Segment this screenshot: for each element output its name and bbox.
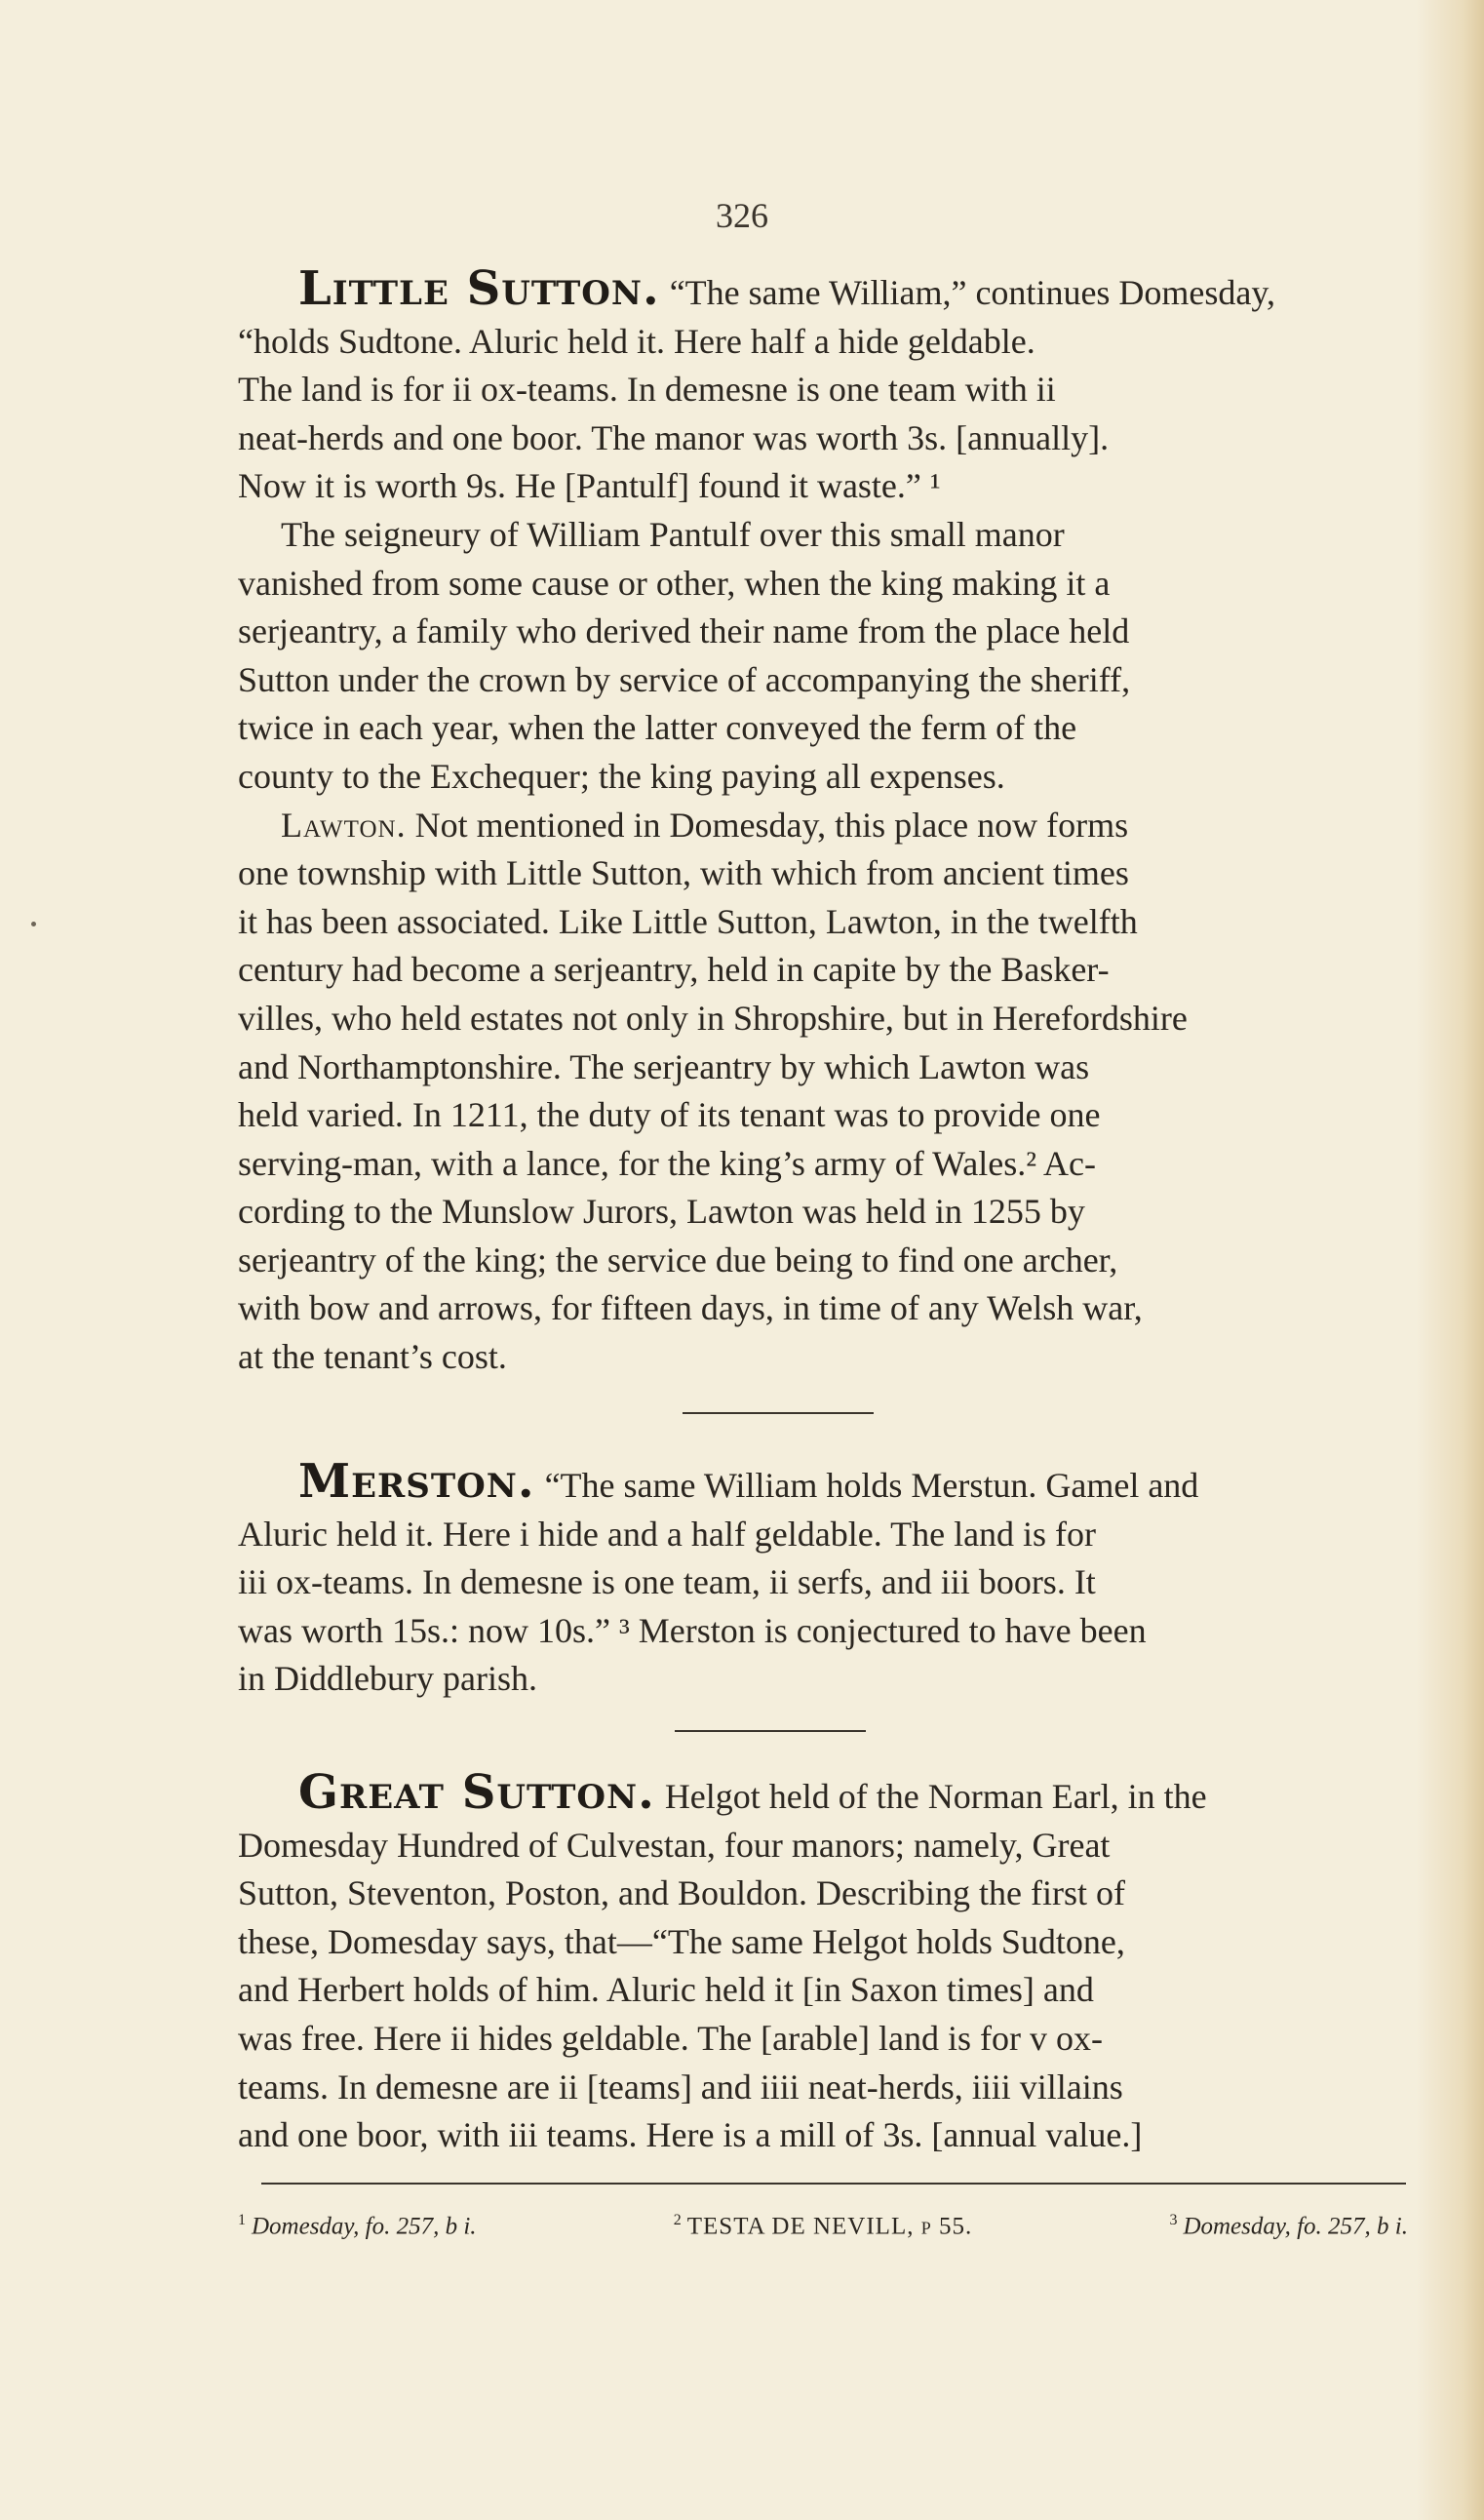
lawton-heading: Lawton. <box>281 805 407 845</box>
merston-heading: Merston. <box>298 1454 535 1509</box>
great-sutton-text: Helgot held of the Norman Earl, in the Domesday Hundred of Culvestan, four manors; namely, Great Sutton, Steventon, Poston, and Bouldon. Describing the first of these, Domesday says, that—“The same Helgot holds Sudtone, and Herbert holds of him. Aluric held it [in Saxon times] and was free. Here ii hides geldable. The [arable] land is for v ox- teams. In demesne are ii [teams] and iiii neat-herds, iiii villains and one boor, with iii teams. Here is a mill of 3s. [annual value.] <box>238 1777 1207 2155</box>
paper-edge-shading <box>1416 0 1484 2520</box>
footnote-1 <box>238 2212 477 2240</box>
great-sutton-section <box>238 1765 1408 2160</box>
great-sutton-heading: Great Sutton. <box>298 1765 655 1820</box>
footnote-text: Domesday, fo. 257, b i. <box>252 2213 477 2240</box>
great-sutton-paragraph <box>238 1765 1408 2160</box>
section-divider <box>675 1730 866 1732</box>
footnote-3 <box>1169 2212 1408 2240</box>
lawton-paragraph <box>238 802 1408 1382</box>
section-divider <box>683 1412 874 1414</box>
lawton-text: Not mentioned in Domesday, this place now forms one township with Little Sutton, with which from ancient times it has been associated. Like Little Sutton, Lawton, in the twelfth century had become a serjeantry, held in capite by the Basker- villes, who held estates not only in Shropshire, but in Herefordshire and Northamptonshire. The serjeantry by which Lawton was held varied. In 1211, the duty of its tenant was to provide one serving-man, with a lance, for the king’s army of Wales.² Ac- cording to the Munslow Jurors, Lawton was held in 1255 by serjeantry of the king; the service due being to find one archer, with bow and arrows, for fifteen days, in time of any Welsh war, at the tenant’s cost. <box>238 805 1188 1377</box>
footnotes <box>238 2212 1408 2240</box>
footnote-mark: 3 <box>1169 2212 1178 2228</box>
merston-section <box>238 1454 1408 1704</box>
little-sutton-para-2: The seigneury of William Pantulf over this small manor vanished from some cause or other, when the king making it a serjeantry, a family who derived their name from the place held Sutton under the crown by service of accompanying the sheriff, twice in each year, when the latter conveyed the ferm of the county to the Exchequer; the king paying all expenses. <box>238 514 1131 796</box>
footnote-text: Domesday, fo. 257, b i. <box>1183 2213 1408 2240</box>
little-sutton-para-1 <box>238 261 1408 511</box>
little-sutton-section <box>238 261 1408 1382</box>
little-sutton-heading: Little Sutton. <box>298 261 660 316</box>
footnote-mark: 2 <box>673 2212 682 2228</box>
little-sutton-para-1-text: “The same William,” continues Domesday, “holds Sudtone. Aluric held it. Here half a hide geldable. The land is for ii ox-teams. In demesne is one team with ii neat-herds and one boor. The manor was worth 3s. [annually]. Now it is worth 9s. He [Pantulf] found it waste.” ¹ <box>238 273 1276 506</box>
page-number: 326 <box>716 196 768 235</box>
footnote-text: TESTA DE NEVILL, p 55. <box>686 2213 973 2240</box>
merston-paragraph <box>238 1454 1408 1704</box>
paper-speck <box>31 922 36 926</box>
merston-text: “The same William holds Merstun. Gamel and Aluric held it. Here i hide and a half geldable. The land is for iii ox-teams. In demesne is one team, ii serfs, and iii boors. It was worth 15s.: now 10s.” ³ Merston is conjectured to have been in Diddlebury parish. <box>238 1466 1199 1699</box>
footnote-rule <box>261 2183 1406 2185</box>
footnote-mark: 1 <box>238 2212 246 2228</box>
footnote-2 <box>674 2212 972 2240</box>
